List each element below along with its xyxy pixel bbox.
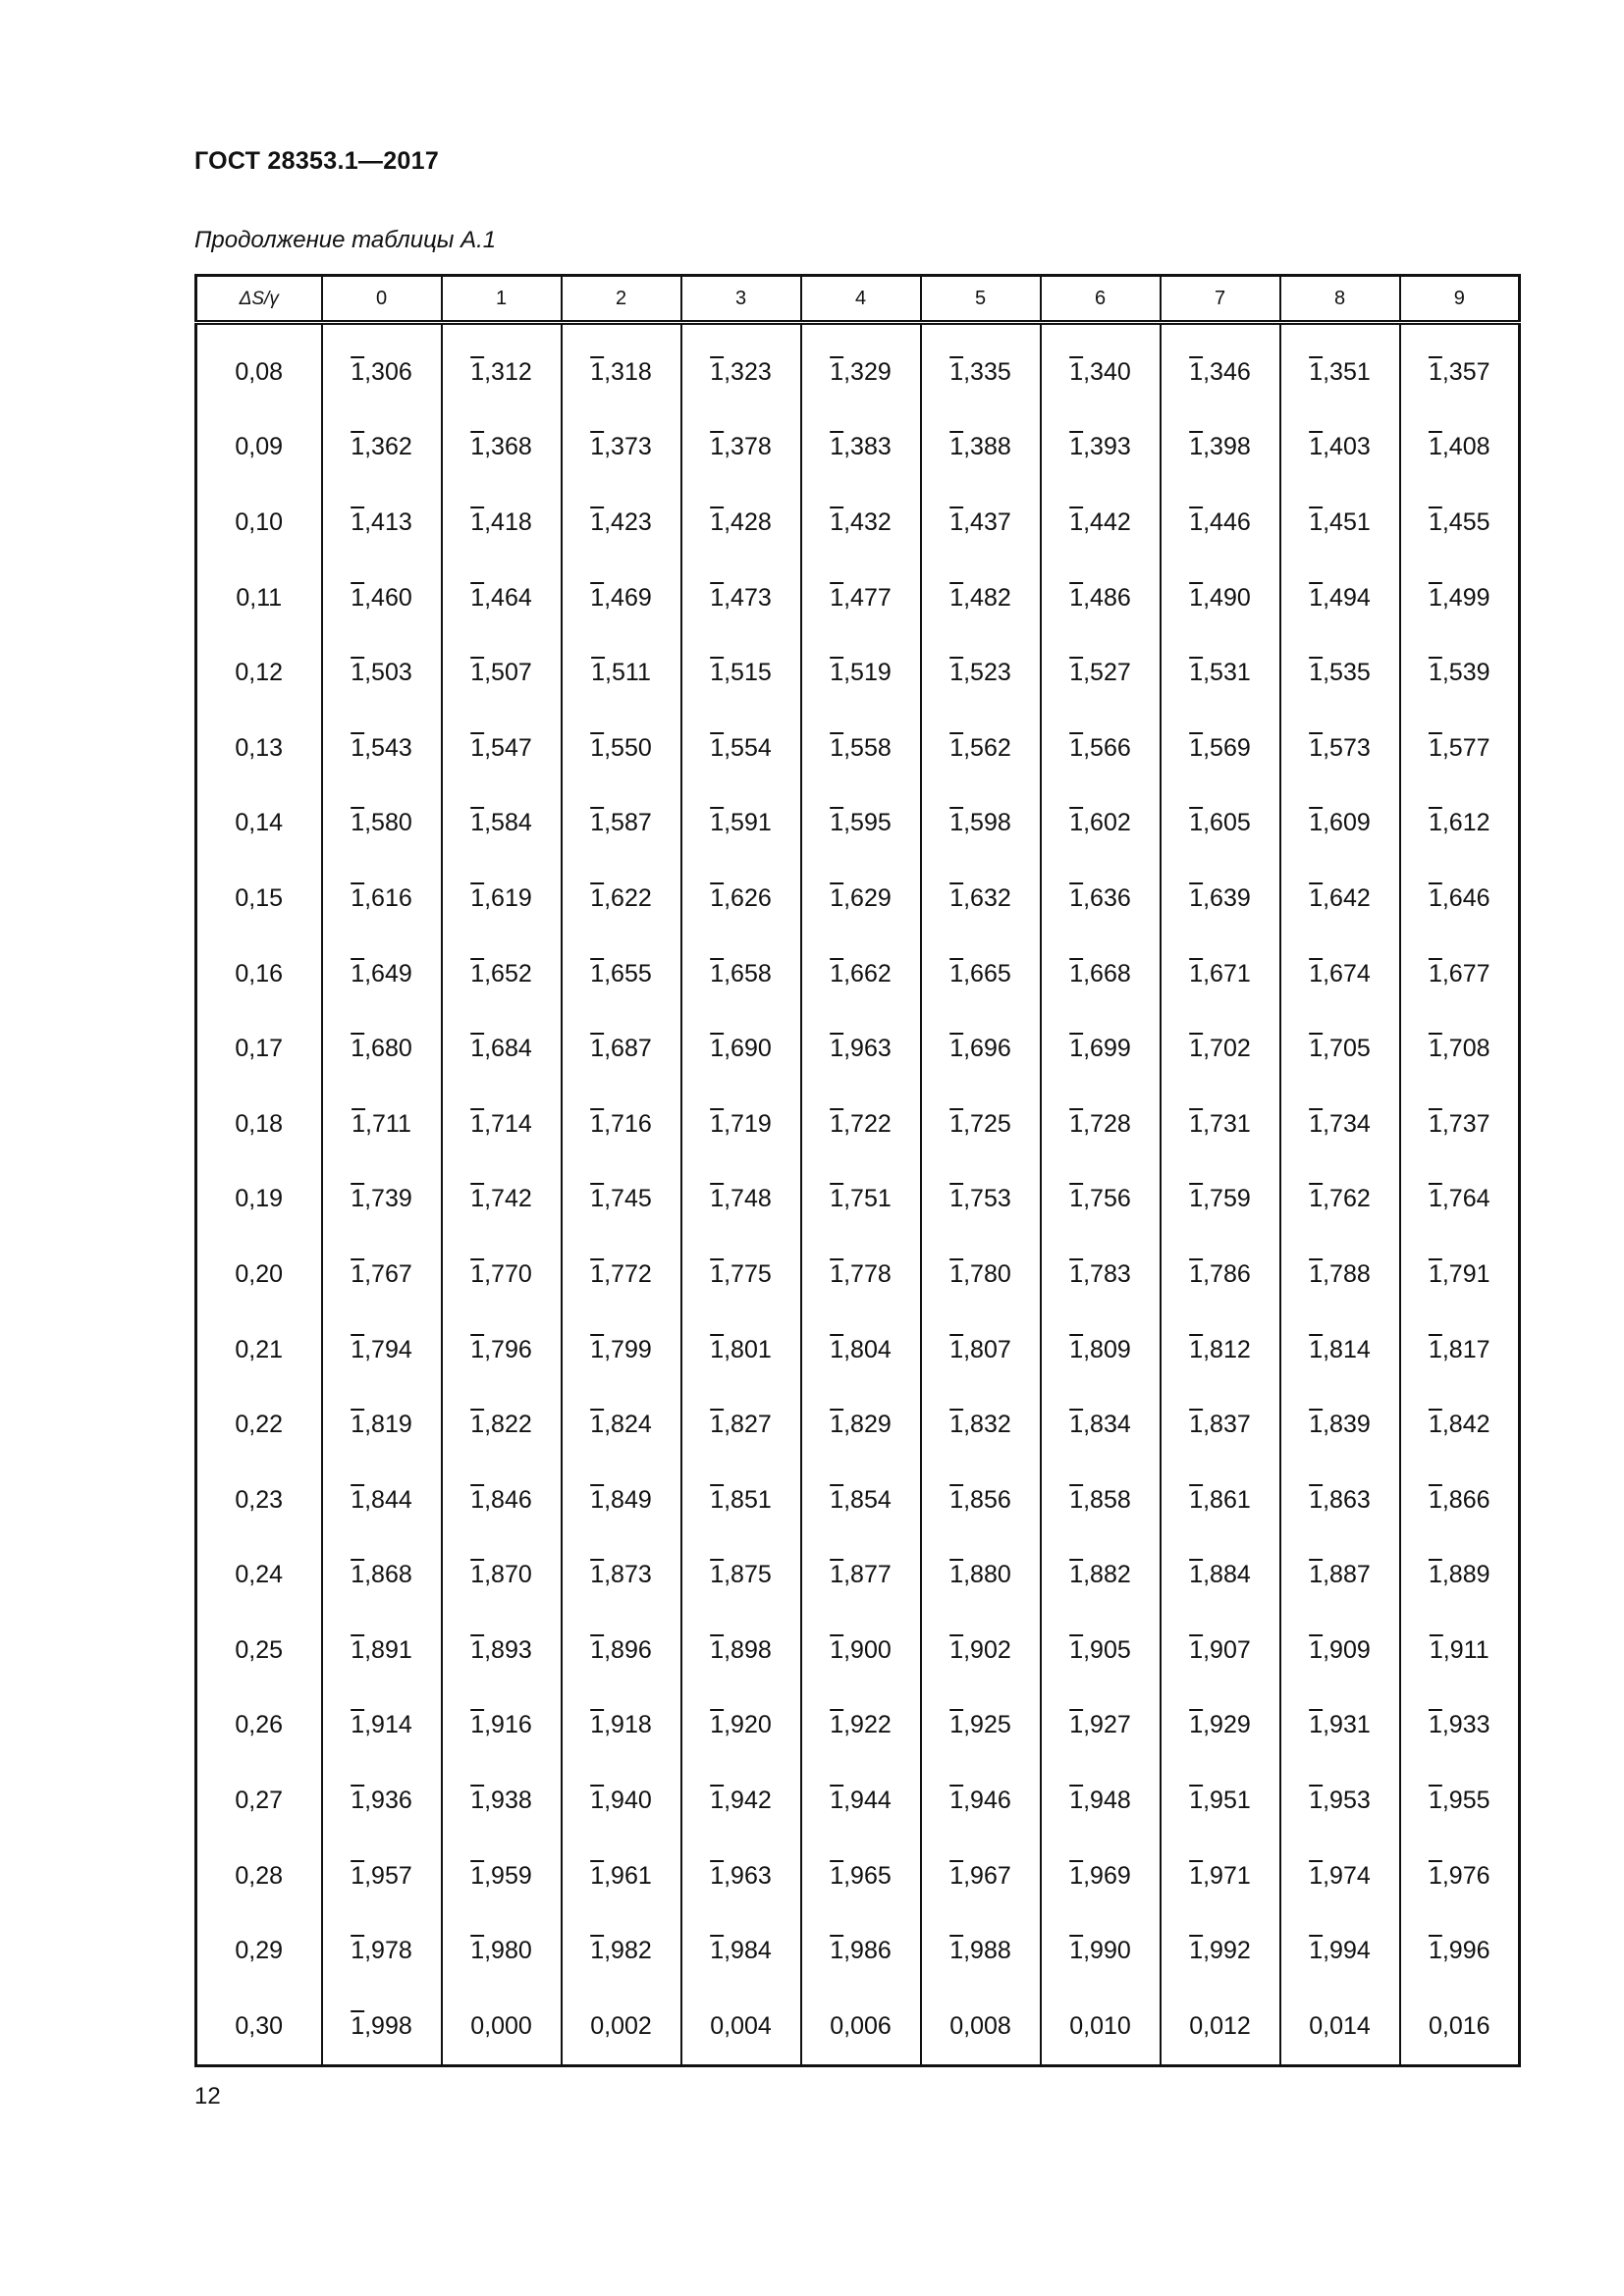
- table-cell: 1,891: [322, 1613, 442, 1688]
- table-cell: 1,898: [681, 1613, 801, 1688]
- table-cell: 1,318: [562, 323, 681, 410]
- table-cell: 1,554: [681, 711, 801, 786]
- table-cell: 1,957: [322, 1839, 442, 1914]
- table-caption: Продолжение таблицы А.1: [194, 227, 497, 253]
- table-cell: 1,827: [681, 1387, 801, 1463]
- table-cell: 1,817: [1400, 1312, 1520, 1388]
- table-row: [196, 1463, 1520, 1538]
- table-row: [196, 635, 1520, 711]
- table-cell: 1,959: [442, 1839, 562, 1914]
- table-row: [196, 1688, 1520, 1764]
- row-key-cell: 0,25: [235, 1635, 284, 1664]
- table-cell: 1,362: [322, 410, 442, 486]
- table-cell: 1,942: [681, 1763, 801, 1839]
- table-cell: 1,629: [801, 861, 921, 936]
- table-cell: 1,786: [1161, 1237, 1280, 1312]
- table-cell: 1,764: [1400, 1162, 1520, 1238]
- table-row: [196, 936, 1520, 1012]
- table-cell: 1,665: [921, 936, 1041, 1012]
- table-cell: 1,455: [1400, 485, 1520, 561]
- row-key-cell: 0,24: [235, 1561, 284, 1589]
- table-cell: 1,978: [322, 1913, 442, 1989]
- table-row: [196, 1162, 1520, 1238]
- table-cell: 1,944: [801, 1763, 921, 1839]
- table-cell: 1,598: [921, 786, 1041, 862]
- table-cell: 1,834: [1041, 1387, 1161, 1463]
- table-cell: 1,649: [322, 936, 442, 1012]
- table-cell: 1,636: [1041, 861, 1161, 936]
- table-cell: 1,699: [1041, 1011, 1161, 1087]
- row-key-cell: 0,26: [235, 1711, 284, 1739]
- table-cell: 1,368: [442, 410, 562, 486]
- table-cell: 1,801: [681, 1312, 801, 1388]
- table-cell: 1,668: [1041, 936, 1161, 1012]
- table-cell: 1,642: [1280, 861, 1400, 936]
- row-key-cell: 0,10: [235, 507, 284, 536]
- table-cell: 1,916: [442, 1688, 562, 1764]
- table-cell: 1,535: [1280, 635, 1400, 711]
- row-key-cell: 0,18: [235, 1109, 284, 1138]
- table-cell: 1,469: [562, 561, 681, 636]
- table-row: [196, 561, 1520, 636]
- table-cell: 1,824: [562, 1387, 681, 1463]
- table-cell: 1,794: [322, 1312, 442, 1388]
- table-cell: 1,909: [1280, 1613, 1400, 1688]
- table-cell: 1,558: [801, 711, 921, 786]
- row-key-cell: 0,29: [235, 1937, 284, 1965]
- table-cell: 1,969: [1041, 1839, 1161, 1914]
- table-cell: 1,900: [801, 1613, 921, 1688]
- table-cell: 1,515: [681, 635, 801, 711]
- table-cell: 1,762: [1280, 1162, 1400, 1238]
- table-cell: 1,569: [1161, 711, 1280, 786]
- table-cell: 1,783: [1041, 1237, 1161, 1312]
- table-cell: 1,393: [1041, 410, 1161, 486]
- table-cell: 1,711: [322, 1087, 442, 1162]
- table-cell: 1,418: [442, 485, 562, 561]
- row-key-cell: 0,21: [235, 1335, 284, 1363]
- table-cell: 0,010: [1041, 1989, 1161, 2065]
- table-cell: 1,580: [322, 786, 442, 862]
- table-cell: 1,873: [562, 1538, 681, 1614]
- header-cell: 1: [442, 276, 562, 323]
- table-cell: 1,451: [1280, 485, 1400, 561]
- table-cell: 1,619: [442, 861, 562, 936]
- table-cell: 1,887: [1280, 1538, 1400, 1614]
- table-cell: 0,016: [1400, 1989, 1520, 2065]
- table-row: [196, 1913, 1520, 1989]
- table-cell: 1,920: [681, 1688, 801, 1764]
- table-cell: 1,511: [562, 635, 681, 711]
- table-cell: 1,378: [681, 410, 801, 486]
- table-cell: 1,531: [1161, 635, 1280, 711]
- table-cell: 1,722: [801, 1087, 921, 1162]
- table-cell: 1,854: [801, 1463, 921, 1538]
- table-cell: 1,523: [921, 635, 1041, 711]
- header-cell: 7: [1161, 276, 1280, 323]
- table-cell: 1,587: [562, 786, 681, 862]
- table-cell: 1,946: [921, 1763, 1041, 1839]
- table-cell: 1,931: [1280, 1688, 1400, 1764]
- table-cell: 1,990: [1041, 1913, 1161, 1989]
- table-row: [196, 1763, 1520, 1839]
- table-row: [196, 1237, 1520, 1312]
- table-cell: 1,877: [801, 1538, 921, 1614]
- table-cell: 1,373: [562, 410, 681, 486]
- row-key-cell: 0,20: [235, 1259, 284, 1288]
- table-cell: 1,980: [442, 1913, 562, 1989]
- table-cell: 1,998: [322, 1989, 442, 2065]
- table-cell: 1,490: [1161, 561, 1280, 636]
- table-cell: 1,388: [921, 410, 1041, 486]
- row-key-cell: 0,13: [235, 733, 284, 762]
- table-cell: 1,751: [801, 1162, 921, 1238]
- table-cell: 1,893: [442, 1613, 562, 1688]
- table-cell: 1,856: [921, 1463, 1041, 1538]
- row-key-cell: 0,19: [235, 1185, 284, 1213]
- table-cell: 1,595: [801, 786, 921, 862]
- table-header-row: [196, 276, 1520, 323]
- table-cell: 1,858: [1041, 1463, 1161, 1538]
- table-cell: 1,870: [442, 1538, 562, 1614]
- table-cell: 1,527: [1041, 635, 1161, 711]
- table-row: [196, 1989, 1520, 2065]
- table-cell: 1,759: [1161, 1162, 1280, 1238]
- table-cell: 1,772: [562, 1237, 681, 1312]
- table-cell: 1,519: [801, 635, 921, 711]
- data-table: [194, 274, 1521, 2067]
- table-cell: 1,306: [322, 323, 442, 410]
- table-cell: 1,861: [1161, 1463, 1280, 1538]
- table-cell: 1,770: [442, 1237, 562, 1312]
- table-cell: 1,605: [1161, 786, 1280, 862]
- table-cell: 1,907: [1161, 1613, 1280, 1688]
- table-row: [196, 861, 1520, 936]
- table-cell: 1,851: [681, 1463, 801, 1538]
- table-cell: 1,809: [1041, 1312, 1161, 1388]
- table-cell: 1,807: [921, 1312, 1041, 1388]
- table-cell: 1,499: [1400, 561, 1520, 636]
- table-row: [196, 1387, 1520, 1463]
- table-cell: 1,577: [1400, 711, 1520, 786]
- table-cell: 1,788: [1280, 1237, 1400, 1312]
- table-cell: 0,008: [921, 1989, 1041, 2065]
- table-cell: 1,936: [322, 1763, 442, 1839]
- table-cell: 1,494: [1280, 561, 1400, 636]
- table-cell: 1,918: [562, 1688, 681, 1764]
- table-cell: 1,725: [921, 1087, 1041, 1162]
- table-cell: 1,646: [1400, 861, 1520, 936]
- table-cell: 1,690: [681, 1011, 801, 1087]
- table-cell: 1,702: [1161, 1011, 1280, 1087]
- table-cell: 1,658: [681, 936, 801, 1012]
- row-key-cell: 0,15: [235, 883, 284, 912]
- table-cell: 1,323: [681, 323, 801, 410]
- table-cell: 0,000: [442, 1989, 562, 2065]
- table-cell: 1,482: [921, 561, 1041, 636]
- table-cell: 1,442: [1041, 485, 1161, 561]
- table-cell: 1,622: [562, 861, 681, 936]
- table-cell: 1,745: [562, 1162, 681, 1238]
- table-cell: 1,507: [442, 635, 562, 711]
- table-cell: 1,974: [1280, 1839, 1400, 1914]
- table-cell: 1,963: [801, 1011, 921, 1087]
- table-cell: 1,543: [322, 711, 442, 786]
- row-key-cell: 0,28: [235, 1861, 284, 1890]
- table-cell: 1,829: [801, 1387, 921, 1463]
- header-cell: 2: [562, 276, 681, 323]
- table-cell: 1,680: [322, 1011, 442, 1087]
- table-cell: 1,927: [1041, 1688, 1161, 1764]
- table-row: [196, 485, 1520, 561]
- row-key-cell: 0,11: [236, 583, 283, 612]
- table-row: [196, 786, 1520, 862]
- table-cell: 1,994: [1280, 1913, 1400, 1989]
- table-cell: 1,671: [1161, 936, 1280, 1012]
- table-cell: 1,976: [1400, 1839, 1520, 1914]
- table-cell: 1,566: [1041, 711, 1161, 786]
- table-cell: 1,819: [322, 1387, 442, 1463]
- table-cell: 1,940: [562, 1763, 681, 1839]
- table-cell: 1,748: [681, 1162, 801, 1238]
- table-cell: 1,335: [921, 323, 1041, 410]
- table-cell: 1,889: [1400, 1538, 1520, 1614]
- table-cell: 1,739: [322, 1162, 442, 1238]
- table-cell: 1,839: [1280, 1387, 1400, 1463]
- table-cell: 1,951: [1161, 1763, 1280, 1839]
- table-cell: 0,014: [1280, 1989, 1400, 2065]
- table-cell: 1,971: [1161, 1839, 1280, 1914]
- table-cell: 1,351: [1280, 323, 1400, 410]
- table-cell: 1,804: [801, 1312, 921, 1388]
- table-cell: 1,705: [1280, 1011, 1400, 1087]
- table-cell: 1,880: [921, 1538, 1041, 1614]
- table-cell: 1,550: [562, 711, 681, 786]
- table-cell: 1,719: [681, 1087, 801, 1162]
- table-cell: 0,012: [1161, 1989, 1280, 2065]
- table-cell: 1,756: [1041, 1162, 1161, 1238]
- table-cell: 1,423: [562, 485, 681, 561]
- table-cell: 1,737: [1400, 1087, 1520, 1162]
- table-cell: 1,742: [442, 1162, 562, 1238]
- table-cell: 1,398: [1161, 410, 1280, 486]
- document-title: ГОСТ 28353.1—2017: [194, 147, 440, 175]
- table-cell: 1,837: [1161, 1387, 1280, 1463]
- table-cell: 1,473: [681, 561, 801, 636]
- table-cell: 1,503: [322, 635, 442, 711]
- table-cell: 1,961: [562, 1839, 681, 1914]
- table-row: [196, 711, 1520, 786]
- row-key-cell: 0,14: [235, 809, 284, 837]
- table-row: [196, 1087, 1520, 1162]
- row-key-cell: 0,23: [235, 1485, 284, 1514]
- table-cell: 1,938: [442, 1763, 562, 1839]
- table-cell: 1,632: [921, 861, 1041, 936]
- table-cell: 0,004: [681, 1989, 801, 2065]
- table-cell: 1,902: [921, 1613, 1041, 1688]
- table-cell: 1,965: [801, 1839, 921, 1914]
- table-cell: 1,967: [921, 1839, 1041, 1914]
- page-number: 12: [194, 2083, 221, 2109]
- table-cell: 1,905: [1041, 1613, 1161, 1688]
- table-cell: 1,446: [1161, 485, 1280, 561]
- table-cell: 1,652: [442, 936, 562, 1012]
- table-cell: 1,963: [681, 1839, 801, 1914]
- table-cell: 1,609: [1280, 786, 1400, 862]
- table-cell: 1,696: [921, 1011, 1041, 1087]
- table-cell: 1,953: [1280, 1763, 1400, 1839]
- table-cell: 1,639: [1161, 861, 1280, 936]
- table-cell: 1,988: [921, 1913, 1041, 1989]
- table-cell: 1,687: [562, 1011, 681, 1087]
- table-cell: 1,866: [1400, 1463, 1520, 1538]
- header-cell: 4: [801, 276, 921, 323]
- table-cell: 1,626: [681, 861, 801, 936]
- table-row: [196, 1011, 1520, 1087]
- table-row: [196, 1312, 1520, 1388]
- table-cell: 1,684: [442, 1011, 562, 1087]
- table-row: [196, 1538, 1520, 1614]
- table-cell: 1,573: [1280, 711, 1400, 786]
- table-cell: 1,996: [1400, 1913, 1520, 1989]
- table-cell: 1,753: [921, 1162, 1041, 1238]
- table-cell: 1,799: [562, 1312, 681, 1388]
- header-delta-label: ΔS/γ: [239, 288, 279, 309]
- table-cell: 1,846: [442, 1463, 562, 1538]
- table-cell: 1,884: [1161, 1538, 1280, 1614]
- table-cell: 1,340: [1041, 323, 1161, 410]
- row-key-cell: 0,09: [235, 433, 284, 461]
- row-key-cell: 0,22: [235, 1411, 284, 1439]
- table-cell: 1,464: [442, 561, 562, 636]
- table-cell: 1,814: [1280, 1312, 1400, 1388]
- row-key-cell: 0,17: [235, 1035, 284, 1063]
- table-cell: 1,612: [1400, 786, 1520, 862]
- table-cell: 1,383: [801, 410, 921, 486]
- table-cell: 1,437: [921, 485, 1041, 561]
- table-cell: 1,728: [1041, 1087, 1161, 1162]
- table-cell: 1,896: [562, 1613, 681, 1688]
- header-cell: 8: [1280, 276, 1400, 323]
- table-cell: 1,986: [801, 1913, 921, 1989]
- table-cell: 1,413: [322, 485, 442, 561]
- header-cell: 3: [681, 276, 801, 323]
- table-cell: 1,346: [1161, 323, 1280, 410]
- table-cell: 1,882: [1041, 1538, 1161, 1614]
- table-cell: 1,796: [442, 1312, 562, 1388]
- table-cell: 1,948: [1041, 1763, 1161, 1839]
- table-cell: 1,929: [1161, 1688, 1280, 1764]
- table-row: [196, 1613, 1520, 1688]
- table-cell: 1,539: [1400, 635, 1520, 711]
- table-row: [196, 410, 1520, 486]
- table-cell: 1,312: [442, 323, 562, 410]
- table-cell: 1,842: [1400, 1387, 1520, 1463]
- table-cell: 1,868: [322, 1538, 442, 1614]
- table-cell: 1,914: [322, 1688, 442, 1764]
- table-cell: 1,460: [322, 561, 442, 636]
- table-cell: 1,780: [921, 1237, 1041, 1312]
- table-cell: 1,562: [921, 711, 1041, 786]
- header-cell: 5: [921, 276, 1041, 323]
- row-key-cell: 0,12: [235, 659, 284, 687]
- table-cell: 1,403: [1280, 410, 1400, 486]
- table-cell: 1,602: [1041, 786, 1161, 862]
- table-cell: 1,982: [562, 1913, 681, 1989]
- row-key-cell: 0,30: [235, 2011, 284, 2040]
- table-cell: 1,778: [801, 1237, 921, 1312]
- table-cell: 1,432: [801, 485, 921, 561]
- table-cell: 1,708: [1400, 1011, 1520, 1087]
- table-cell: 1,486: [1041, 561, 1161, 636]
- table-cell: 1,591: [681, 786, 801, 862]
- table-cell: 1,992: [1161, 1913, 1280, 1989]
- header-cell: 6: [1041, 276, 1161, 323]
- table-cell: 1,875: [681, 1538, 801, 1614]
- table-cell: 1,832: [921, 1387, 1041, 1463]
- table-row: [196, 323, 1520, 410]
- table-row: [196, 1839, 1520, 1914]
- header-cell-delta: [196, 276, 322, 323]
- table-cell: 1,734: [1280, 1087, 1400, 1162]
- table-cell: 1,767: [322, 1237, 442, 1312]
- table-cell: 1,812: [1161, 1312, 1280, 1388]
- table-cell: 1,677: [1400, 936, 1520, 1012]
- table-cell: 1,849: [562, 1463, 681, 1538]
- table-cell: 1,714: [442, 1087, 562, 1162]
- table-cell: 1,674: [1280, 936, 1400, 1012]
- table-cell: 1,791: [1400, 1237, 1520, 1312]
- header-cell: 9: [1400, 276, 1520, 323]
- table-cell: 1,984: [681, 1913, 801, 1989]
- table-cell: 1,822: [442, 1387, 562, 1463]
- table-cell: 0,006: [801, 1989, 921, 2065]
- header-cell: 0: [322, 276, 442, 323]
- table-cell: 1,933: [1400, 1688, 1520, 1764]
- table-cell: 1,955: [1400, 1763, 1520, 1839]
- row-key-cell: 0,27: [235, 1787, 284, 1815]
- table-cell: 1,329: [801, 323, 921, 410]
- table-cell: 1,662: [801, 936, 921, 1012]
- table-cell: 1,408: [1400, 410, 1520, 486]
- table-cell: 1,357: [1400, 323, 1520, 410]
- table-cell: 1,655: [562, 936, 681, 1012]
- table-cell: 1,922: [801, 1688, 921, 1764]
- table-cell: 1,547: [442, 711, 562, 786]
- table-cell: 1,775: [681, 1237, 801, 1312]
- table-cell: 1,863: [1280, 1463, 1400, 1538]
- table-cell: 1,428: [681, 485, 801, 561]
- table-cell: 1,477: [801, 561, 921, 636]
- table-cell: 1,731: [1161, 1087, 1280, 1162]
- table-body: [196, 323, 1520, 2066]
- table-cell: 1,584: [442, 786, 562, 862]
- row-key-cell: 0,16: [235, 959, 284, 988]
- row-key-cell: 0,08: [235, 357, 284, 386]
- table-cell: 0,002: [562, 1989, 681, 2065]
- table-cell: 1,616: [322, 861, 442, 936]
- table-cell: 1,844: [322, 1463, 442, 1538]
- table-cell: 1,911: [1400, 1613, 1520, 1688]
- table-cell: 1,925: [921, 1688, 1041, 1764]
- table-cell: 1,716: [562, 1087, 681, 1162]
